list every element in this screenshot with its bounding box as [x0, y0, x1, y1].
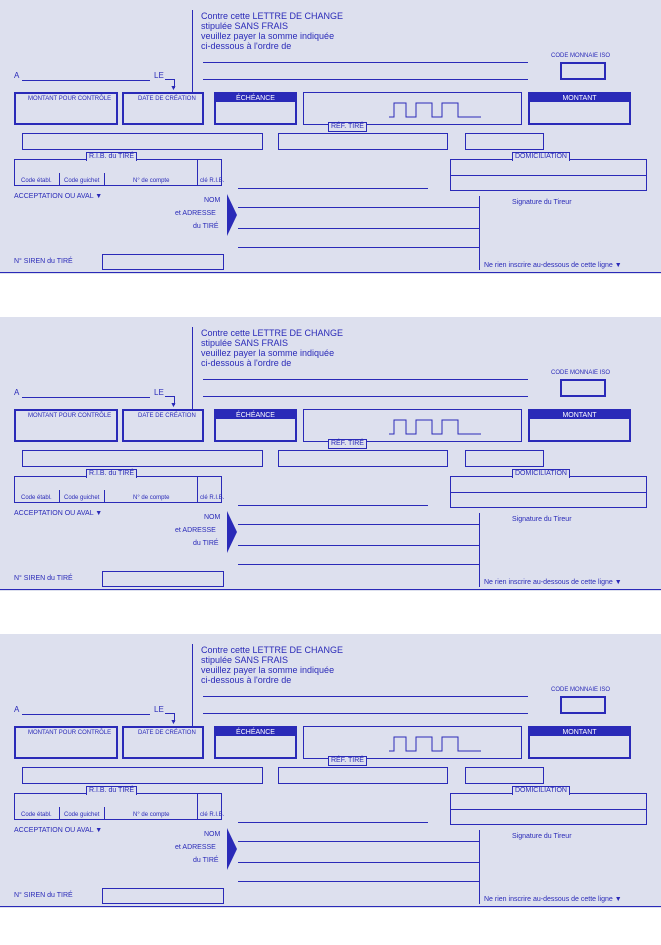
no-compte-label: N° de compte [133, 178, 170, 184]
order-line-2[interactable] [203, 396, 528, 397]
currency-code-field[interactable] [560, 379, 606, 397]
ne-rien-label: Ne rien inscrire au-dessous de cette ligne ▼ [484, 579, 622, 586]
nom-line-0[interactable] [238, 505, 428, 506]
montant-label: MONTANT [562, 412, 597, 419]
date-creation-label: DATE DE CRÉATION [138, 730, 196, 736]
code-monnaie-label: CODE MONNAIE ISO [551, 370, 611, 376]
ref-tire-field[interactable] [303, 92, 522, 125]
address-line-3[interactable] [238, 881, 479, 882]
arrow-down-icon: ▼ [170, 85, 177, 92]
header-text [201, 11, 381, 51]
code-etabl-label: Code établ. [21, 495, 52, 501]
no-compte-label: N° de compte [133, 812, 170, 818]
acceptation-label: ACCEPTATION OU AVAL ▼ [14, 510, 103, 517]
address-line-3[interactable] [238, 247, 479, 248]
siren-field[interactable] [102, 888, 224, 904]
address-line-2[interactable] [238, 228, 479, 229]
header-line-1: Contre cette LETTRE DE CHANGE [201, 645, 344, 655]
nom-label: NOM [204, 831, 221, 838]
bill-of-exchange-1 [0, 0, 661, 274]
echeance-label: ÉCHÉANCE [236, 729, 275, 736]
header-line-3: veuillez payer la somme indiquée [201, 348, 335, 358]
siren-field[interactable] [102, 254, 224, 270]
pointer-arrow-icon [227, 511, 238, 553]
ref-tire-bracket [389, 101, 481, 125]
header-line-4: ci-dessous à l'ordre de [201, 41, 292, 51]
code-guichet-label: Code guichet [64, 495, 100, 501]
montant-label: MONTANT [562, 95, 597, 102]
field-row-c[interactable] [465, 450, 544, 467]
label-a: A [14, 705, 20, 714]
header-line-4: ci-dessous à l'ordre de [201, 358, 292, 368]
ne-rien-label: Ne rien inscrire au-dessous de cette ligne ▼ [484, 896, 622, 903]
date-creation-field[interactable] [122, 409, 204, 442]
acceptation-label: ACCEPTATION OU AVAL ▼ [14, 193, 103, 200]
montant-controle-field[interactable] [14, 92, 118, 125]
rib-label: R.I.B. du TIRÉ [86, 786, 137, 795]
no-compte-label: N° de compte [133, 495, 170, 501]
montant-controle-label: MONTANT POUR CONTRÔLE [28, 730, 112, 736]
domiciliation-field[interactable] [450, 793, 647, 825]
place-field[interactable] [22, 714, 150, 715]
nom-label: NOM [204, 197, 221, 204]
arrow-down-icon: ▼ [170, 719, 177, 726]
domiciliation-field[interactable] [450, 159, 647, 191]
header-text [201, 328, 381, 368]
rib-label: R.I.B. du TIRÉ [86, 469, 137, 478]
domiciliation-label: DOMICILIATION [512, 469, 570, 478]
field-row-a[interactable] [22, 133, 263, 150]
header-line-2: stipulée SANS FRAIS [201, 21, 289, 31]
order-line-1[interactable] [203, 696, 528, 697]
field-row-c[interactable] [465, 133, 544, 150]
et-adresse-label: et ADRESSE [175, 527, 216, 534]
cle-rib-label: clé R.I.B. [200, 495, 225, 501]
siren-label: N° SIREN du TIRÉ [14, 575, 73, 582]
header-line-3: veuillez payer la somme indiquée [201, 665, 335, 675]
nom-label: NOM [204, 514, 221, 521]
header-line-1: Contre cette LETTRE DE CHANGE [201, 328, 344, 338]
signature-label: Signature du Tireur [512, 833, 572, 840]
et-adresse-label: et ADRESSE [175, 210, 216, 217]
address-line-1[interactable] [238, 524, 479, 525]
header-text [201, 645, 381, 685]
date-creation-label: DATE DE CRÉATION [138, 96, 196, 102]
field-row-c[interactable] [465, 767, 544, 784]
label-le: LE [154, 388, 164, 397]
nom-line-0[interactable] [238, 188, 428, 189]
signature-label: Signature du Tireur [512, 516, 572, 523]
address-line-2[interactable] [238, 862, 479, 863]
bill-of-exchange-2 [0, 317, 661, 591]
domiciliation-field[interactable] [450, 476, 647, 508]
arrow-down-icon: ▼ [170, 402, 177, 409]
domiciliation-label: DOMICILIATION [512, 786, 570, 795]
montant-label: MONTANT [562, 729, 597, 736]
header-line-3: veuillez payer la somme indiquée [201, 31, 335, 41]
label-a: A [14, 388, 20, 397]
montant-controle-label: MONTANT POUR CONTRÔLE [28, 96, 112, 102]
field-row-b[interactable] [278, 450, 448, 467]
ref-tire-label: RÉF. TIRÉ [328, 122, 367, 132]
date-creation-field[interactable] [122, 726, 204, 759]
place-field[interactable] [22, 397, 150, 398]
code-monnaie-label: CODE MONNAIE ISO [551, 687, 611, 693]
siren-label: N° SIREN du TIRÉ [14, 258, 73, 265]
place-field[interactable] [22, 80, 150, 81]
bill-of-exchange-3 [0, 634, 661, 908]
nom-line-0[interactable] [238, 822, 428, 823]
echeance-label: ÉCHÉANCE [236, 95, 275, 102]
rib-table[interactable] [14, 159, 225, 186]
label-le: LE [154, 71, 164, 80]
rib-label: R.I.B. du TIRÉ [86, 152, 137, 161]
ref-tire-field[interactable] [303, 409, 522, 442]
pointer-arrow-icon [227, 194, 238, 236]
currency-code-field[interactable] [560, 62, 606, 80]
date-creation-label: DATE DE CRÉATION [138, 413, 196, 419]
rib-table[interactable] [14, 476, 225, 503]
siren-label: N° SIREN du TIRÉ [14, 892, 73, 899]
ref-tire-label: RÉF. TIRÉ [328, 756, 367, 766]
ref-tire-bracket [389, 735, 481, 759]
address-line-3[interactable] [238, 564, 479, 565]
date-creation-field[interactable] [122, 92, 204, 125]
header-line-2: stipulée SANS FRAIS [201, 338, 289, 348]
order-line-2[interactable] [203, 713, 528, 714]
rib-table[interactable] [14, 793, 225, 820]
montant-field[interactable] [528, 409, 631, 442]
acceptation-label: ACCEPTATION OU AVAL ▼ [14, 827, 103, 834]
cle-rib-label: clé R.I.B. [200, 178, 225, 184]
du-tire-label: du TIRÉ [193, 540, 219, 547]
field-row-a[interactable] [22, 767, 263, 784]
du-tire-label: du TIRÉ [193, 223, 219, 230]
header-line-4: ci-dessous à l'ordre de [201, 675, 292, 685]
order-line-1[interactable] [203, 379, 528, 380]
montant-field[interactable] [528, 726, 631, 759]
siren-field[interactable] [102, 571, 224, 587]
field-row-a[interactable] [22, 450, 263, 467]
montant-field[interactable] [528, 92, 631, 125]
cle-rib-label: clé R.I.B. [200, 812, 225, 818]
et-adresse-label: et ADRESSE [175, 844, 216, 851]
header-line-1: Contre cette LETTRE DE CHANGE [201, 11, 344, 21]
signature-label: Signature du Tireur [512, 199, 572, 206]
montant-controle-field[interactable] [14, 726, 118, 759]
echeance-field[interactable] [214, 409, 297, 442]
code-etabl-label: Code établ. [21, 812, 52, 818]
address-line-1[interactable] [238, 841, 479, 842]
header-line-2: stipulée SANS FRAIS [201, 655, 289, 665]
domiciliation-label: DOMICILIATION [512, 152, 570, 161]
label-le: LE [154, 705, 164, 714]
code-guichet-label: Code guichet [64, 178, 100, 184]
echeance-field[interactable] [214, 726, 297, 759]
code-guichet-label: Code guichet [64, 812, 100, 818]
code-etabl-label: Code établ. [21, 178, 52, 184]
order-line-1[interactable] [203, 62, 528, 63]
echeance-label: ÉCHÉANCE [236, 412, 275, 419]
field-row-b[interactable] [278, 767, 448, 784]
ref-tire-field[interactable] [303, 726, 522, 759]
ne-rien-label: Ne rien inscrire au-dessous de cette ligne ▼ [484, 262, 622, 269]
montant-controle-label: MONTANT POUR CONTRÔLE [28, 413, 112, 419]
order-line-2[interactable] [203, 79, 528, 80]
address-line-2[interactable] [238, 545, 479, 546]
currency-code-field[interactable] [560, 696, 606, 714]
ref-tire-label: RÉF. TIRÉ [328, 439, 367, 449]
montant-controle-field[interactable] [14, 409, 118, 442]
field-row-b[interactable] [278, 133, 448, 150]
code-monnaie-label: CODE MONNAIE ISO [551, 53, 611, 59]
label-a: A [14, 71, 20, 80]
pointer-arrow-icon [227, 828, 238, 870]
echeance-field[interactable] [214, 92, 297, 125]
du-tire-label: du TIRÉ [193, 857, 219, 864]
address-line-1[interactable] [238, 207, 479, 208]
ref-tire-bracket [389, 418, 481, 442]
